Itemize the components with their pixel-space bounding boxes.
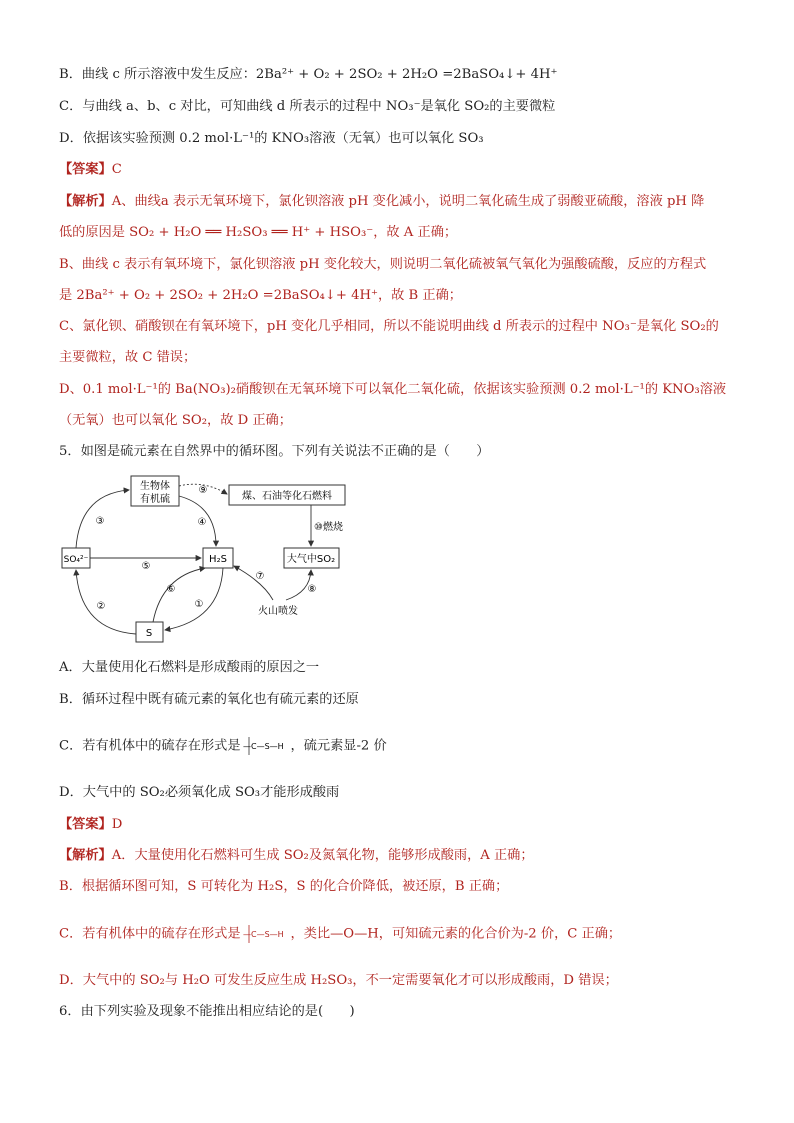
q5-stem: 5．如图是硫元素在自然界中的循环图。下列有关说法不正确的是（ ） xyxy=(59,444,490,459)
structure-formula: —C—S—H xyxy=(242,742,284,751)
h2s-label: H₂S xyxy=(209,554,227,565)
step-5: ⑤ xyxy=(141,561,151,572)
option-c-prefix: C．若有机体中的硫存在形式是 xyxy=(59,738,241,754)
step-8: ⑧ xyxy=(307,584,317,595)
step-9: ⑨ xyxy=(198,485,208,496)
q4-explanation-c-1: C、氯化钡、硝酸钡在有氧环境下，pH 变化几乎相同，所以不能说明曲线 d 所表示的过程中 NO₃⁻是氧化 SO₂的 xyxy=(59,319,719,334)
organism-label-2: 有机硫 xyxy=(140,494,170,505)
q5-explanation-c xyxy=(59,925,748,944)
q5-explanation-a xyxy=(59,847,748,865)
c-s-h-structure xyxy=(241,737,291,755)
explanation-text: A、曲线a 表示无氧环境下，氯化钡溶液 pH 变化减小，说明二氧化硫生成了弱酸亚硫酸，溶液 pH 降 xyxy=(111,194,705,209)
sulfate-label: SO₄²⁻ xyxy=(63,555,89,565)
q4-explanation-a-2: 低的原因是 SO₂ + H₂O ══ H₂SO₃ ══ H⁺ + HSO₃⁻，故 A 正确； xyxy=(59,225,458,240)
q6-stem: 6．由下列实验及现象不能推出相应结论的是( ) xyxy=(59,1004,355,1019)
q5-option-a: A．大量使用化石燃料是形成酸雨的原因之一 xyxy=(59,660,320,675)
step-4: ④ xyxy=(197,517,207,528)
analysis-tag: 【解析】 xyxy=(59,848,112,863)
structure-formula: —C—S—H xyxy=(242,930,284,939)
q4-option-c: C．与曲线 a、b、c 对比，可知曲线 d 所表示的过程中 NO₃⁻是氧化 SO₂的主要微粒 xyxy=(59,99,556,114)
atmosphere-so2-label: 大气中SO₂ xyxy=(286,554,336,565)
explanation-text: A．大量使用化石燃料可生成 SO₂及氮氧化物，能够形成酸雨，A 正确； xyxy=(111,848,534,863)
step-10-burn: ⑩燃烧 xyxy=(314,522,343,533)
step-1: ① xyxy=(194,599,204,610)
q4-option-b: B．曲线 c 所示溶液中发生反应：2Ba²⁺ + O₂ + 2SO₂ + 2H₂O =2BaSO₄↓+ 4H⁺ xyxy=(59,67,558,82)
q4-explanation-c-2: 主要微粒，故 C 错误； xyxy=(59,350,197,365)
q5-answer xyxy=(59,816,748,834)
q4-explanation-b-1: B、曲线 c 表示有氧环境下，氯化钡溶液 pH 变化较大，则说明二氧化硫被氧气氧化为强酸硫酸，反应的方程式 xyxy=(59,257,707,272)
explanation-c-suffix: ，类比—O—H，可知硫元素的化合价为-2 价，C 正确； xyxy=(290,926,622,942)
sulfur-cycle-diagram xyxy=(58,472,358,647)
sulfur-label: S xyxy=(145,628,153,639)
step-6: ⑥ xyxy=(166,584,176,595)
answer-value: D xyxy=(111,817,123,832)
answer-value: C xyxy=(111,162,122,177)
q4-explanation-a-1 xyxy=(59,193,748,211)
answer-tag: 【答案】 xyxy=(59,162,112,177)
step-3: ③ xyxy=(95,516,105,527)
q5-option-d: D．大气中的 SO₂必须氧化成 SO₃才能形成酸雨 xyxy=(59,785,340,800)
q5-explanation-d: D．大气中的 SO₂与 H₂O 可发生反应生成 H₂SO₃，不一定需要氧化才可以形成酸雨，D 错误； xyxy=(59,973,618,988)
q4-option-d: D．依据该实验预测 0.2 mol·L⁻¹的 KNO₃溶液（无氧）也可以氧化 SO₃ xyxy=(59,131,484,146)
q4-answer xyxy=(59,161,748,179)
step-2: ② xyxy=(96,601,106,612)
step-7: ⑦ xyxy=(255,571,265,582)
organism-label-1: 生物体 xyxy=(140,481,170,492)
q4-explanation-b-2: 是 2Ba²⁺ + O₂ + 2SO₂ + 2H₂O =2BaSO₄↓+ 4H⁺，故 B 正确； xyxy=(59,288,462,303)
q4-explanation-d-1: D、0.1 mol·L⁻¹的 Ba(NO₃)₂硝酸钡在无氧环境下可以氧化二氧化硫，依据该实验预测 0.2 mol·L⁻¹的 KNO₃溶液 xyxy=(59,382,727,397)
analysis-tag: 【解析】 xyxy=(59,194,112,209)
answer-tag: 【答案】 xyxy=(59,817,112,832)
explanation-c-prefix: C．若有机体中的硫存在形式是 xyxy=(59,926,241,942)
q4-explanation-d-2: （无氧）也可以氧化 SO₂，故 D 正确； xyxy=(59,413,292,428)
q5-option-b: B．循环过程中既有硫元素的氧化也有硫元素的还原 xyxy=(59,692,359,707)
option-c-suffix: ，硫元素显-2 价 xyxy=(290,738,387,754)
volcano-label: 火山喷发 xyxy=(258,606,298,617)
q5-explanation-b: B．根据循环图可知，S 可转化为 H₂S，S 的化合价降低，被还原，B 正确； xyxy=(59,879,509,894)
fossil-fuel-label: 煤、石油等化石燃料 xyxy=(242,491,332,502)
q5-option-c xyxy=(59,737,748,756)
c-s-h-structure-explanation xyxy=(241,925,291,943)
